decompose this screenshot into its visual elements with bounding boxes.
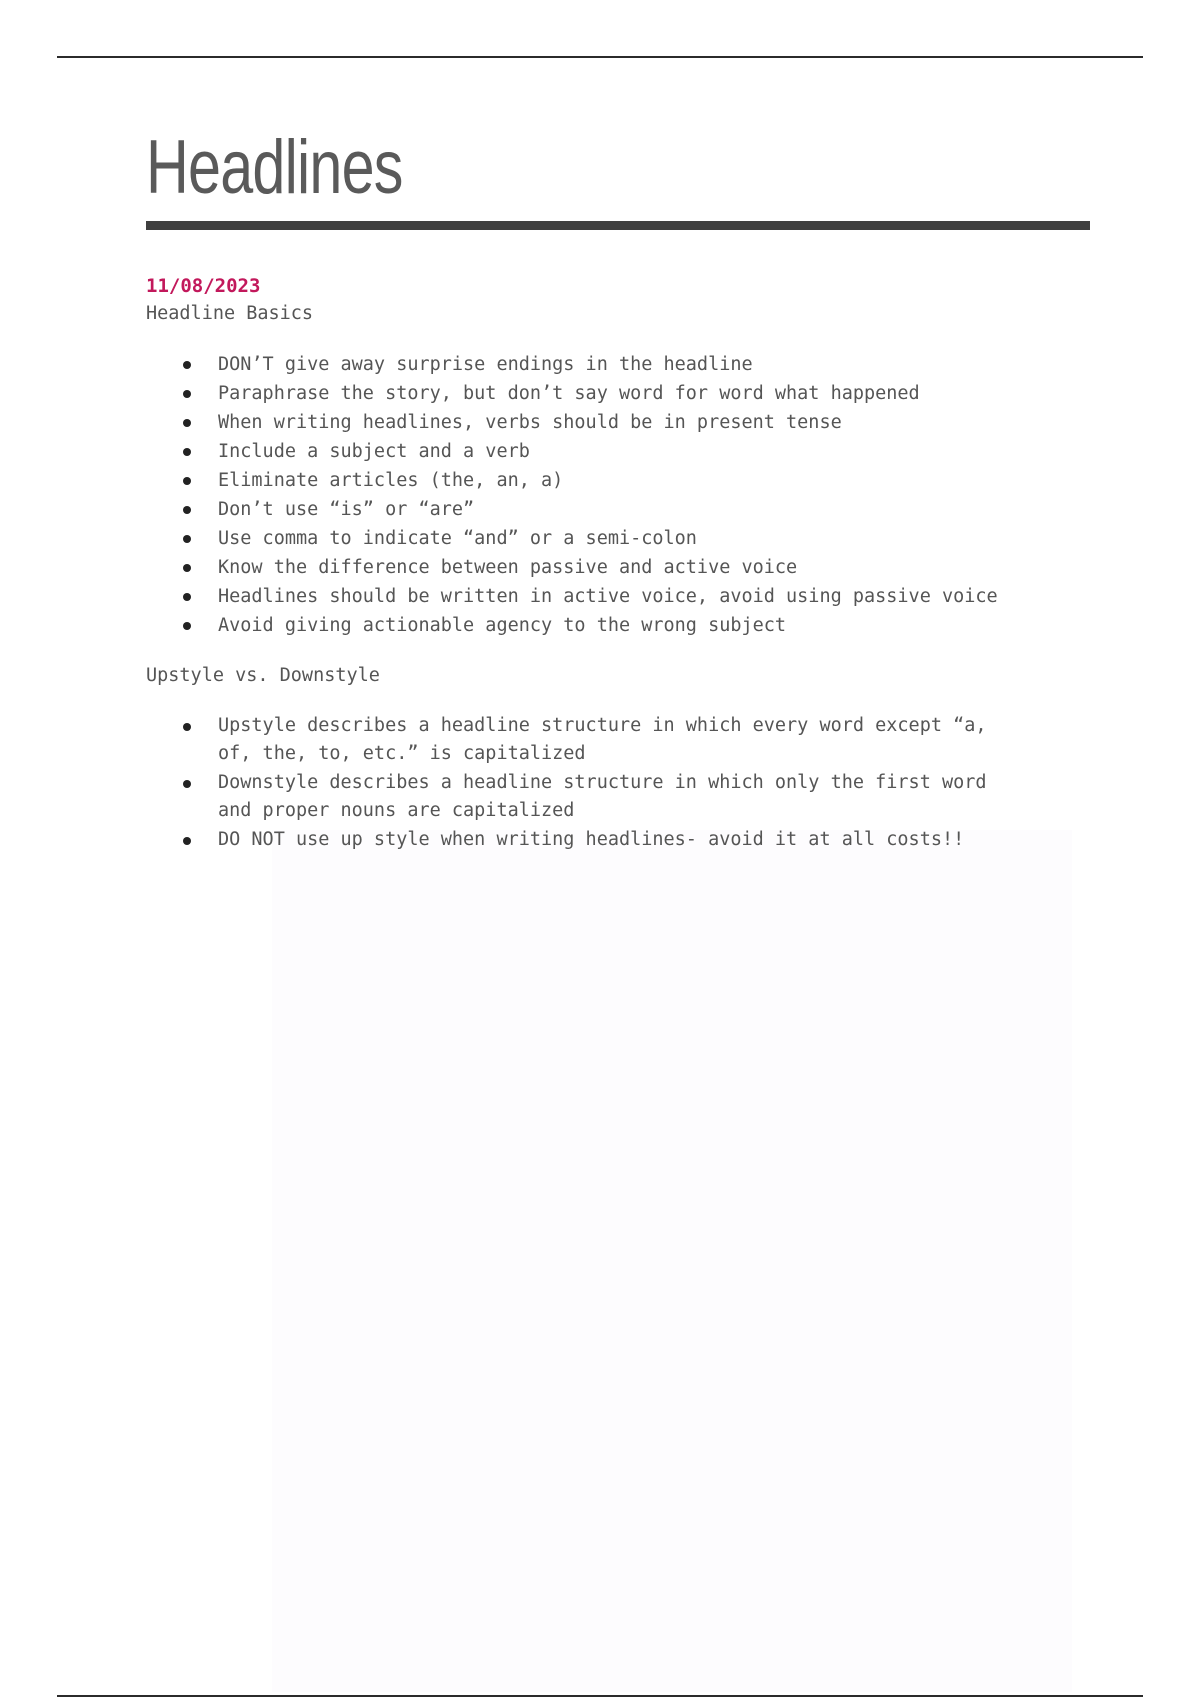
list-item (146, 495, 1090, 524)
bullet-icon (183, 477, 191, 485)
bullet-icon (183, 390, 191, 398)
top-rule (57, 56, 1143, 58)
list-item (146, 437, 1090, 466)
bullet-list-upstyle-downstyle (146, 712, 1090, 854)
list-item (146, 553, 1090, 582)
section-heading-headline-basics: Headline Basics (146, 303, 314, 324)
bullet-icon (183, 622, 191, 630)
list-item (146, 350, 1090, 379)
list-item-text: Downstyle describes a headline structure in which only the first word and proper nouns are capitalized (218, 772, 987, 821)
list-item (146, 466, 1090, 495)
bullet-icon (183, 448, 191, 456)
bullet-icon (183, 506, 191, 514)
list-item (146, 408, 1090, 437)
list-item-text: DON’T give away surprise endings in the headline (218, 354, 753, 375)
section-heading-upstyle-downstyle: Upstyle vs. Downstyle (146, 665, 380, 686)
page-background-tint (272, 830, 1072, 1692)
list-item-text: Know the difference between passive and active voice (218, 557, 798, 578)
bullet-icon (183, 564, 191, 572)
list-item (146, 826, 1090, 854)
list-item (146, 524, 1090, 553)
list-item-text: Use comma to indicate “and” or a semi-colon (218, 528, 697, 549)
bullet-icon (183, 419, 191, 427)
bullet-icon (183, 723, 191, 731)
page-title: Headlines (146, 125, 403, 210)
list-item (146, 769, 1090, 825)
bullet-icon (183, 837, 191, 845)
title-underline-bar (146, 221, 1090, 230)
list-item (146, 582, 1090, 611)
bottom-rule (57, 1695, 1143, 1697)
bullet-icon (183, 780, 191, 788)
bullet-list-headline-basics (146, 350, 1090, 640)
list-item-text: Eliminate articles (the, an, a) (218, 470, 564, 491)
list-item (146, 379, 1090, 408)
list-item (146, 611, 1090, 640)
list-item-text: DO NOT use up style when writing headlines- avoid it at all costs!! (218, 829, 965, 850)
list-item-text: When writing headlines, verbs should be in present tense (218, 412, 842, 433)
list-item-text: Paraphrase the story, but don’t say word for word what happened (218, 383, 920, 404)
list-item-text: Upstyle describes a headline structure in which every word except “a, of, the, to, etc.” is capitalized (218, 715, 987, 764)
bullet-icon (183, 361, 191, 369)
list-item-text: Avoid giving actionable agency to the wrong subject (218, 615, 787, 636)
bullet-icon (183, 535, 191, 543)
note-date: 11/08/2023 (146, 275, 261, 297)
list-item-text: Headlines should be written in active voice, avoid using passive voice (218, 586, 998, 607)
bullet-icon (183, 593, 191, 601)
note-content (146, 118, 1090, 855)
list-item-text: Don’t use “is” or “are” (218, 499, 475, 520)
list-item (146, 712, 1090, 768)
list-item-text: Include a subject and a verb (218, 441, 530, 462)
